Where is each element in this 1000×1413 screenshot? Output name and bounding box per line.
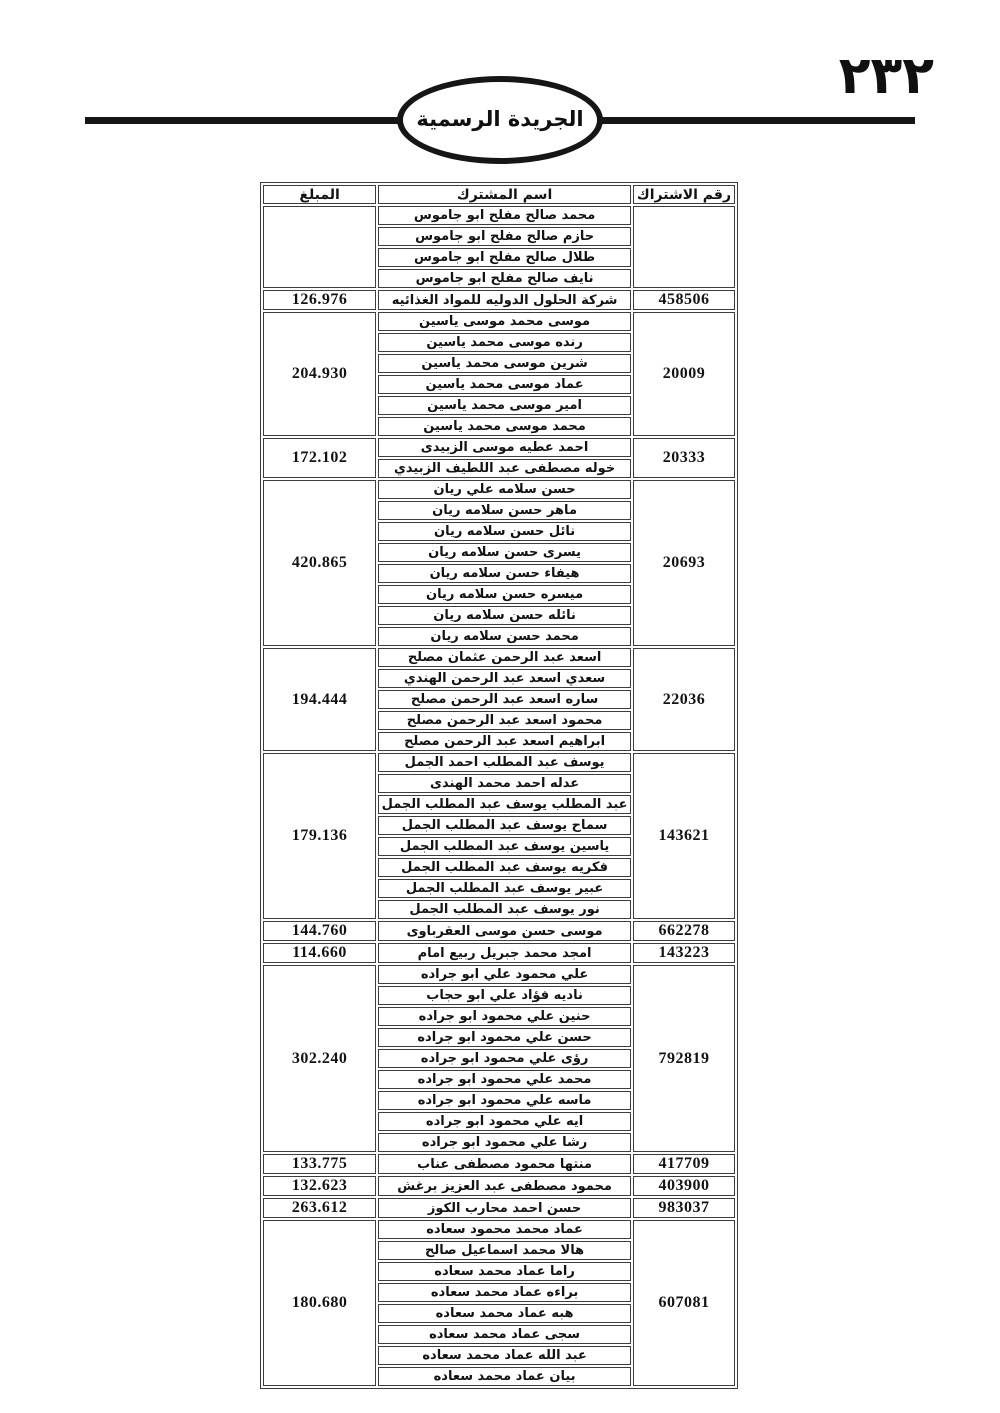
amount-cell: 302.240: [263, 965, 376, 1152]
amount-cell: 263.612: [263, 1198, 376, 1218]
subscriber-name-cell: عبد الله عماد محمد سعاده: [378, 1346, 631, 1365]
subscriber-name-cell: محمد موسى محمد ياسين: [378, 417, 631, 436]
amount-cell: 420.865: [263, 480, 376, 646]
col-header-amount: المبلغ: [263, 185, 376, 204]
subscriber-name-cell: خوله مصطفى عبد اللطيف الزبيدي: [378, 459, 631, 478]
subscriber-name-cell: اسعد عبد الرحمن عثمان مصلح: [378, 648, 631, 667]
subscription-number-cell: 22036: [633, 648, 735, 751]
subscriber-name-cell: نائله حسن سلامه ريان: [378, 606, 631, 625]
subscriber-name-cell: احمد عطيه موسى الزبيدى: [378, 438, 631, 457]
subscriber-name-cell: رؤى علي محمود ابو جراده: [378, 1049, 631, 1068]
amount-cell: 144.760: [263, 921, 376, 941]
subscriber-name-cell: يوسف عبد المطلب احمد الجمل: [378, 753, 631, 772]
subscriber-name-cell: رنده موسى محمد ياسين: [378, 333, 631, 352]
subscriber-name-cell: طلال صالح مفلح ابو جاموس: [378, 248, 631, 267]
subscriber-name-cell: حازم صالح مفلح ابو جاموس: [378, 227, 631, 246]
subscriber-name-cell: عدله احمد محمد الهندى: [378, 774, 631, 793]
amount-cell: 179.136: [263, 753, 376, 919]
subscription-number-cell: 792819: [633, 965, 735, 1152]
subscriber-name-cell: ماسه علي محمود ابو جراده: [378, 1091, 631, 1110]
subscriber-name-cell: يسرى حسن سلامه ريان: [378, 543, 631, 562]
subscriber-name-cell: هيفاء حسن سلامه ريان: [378, 564, 631, 583]
amount-cell: 172.102: [263, 438, 376, 478]
subscriber-name-cell: امجد محمد جبريل ربيع امام: [378, 943, 631, 963]
gazette-title: الجريدة الرسمية: [416, 107, 584, 131]
subscriber-name-cell: ميسره حسن سلامه ريان: [378, 585, 631, 604]
subscription-number-cell: 20009: [633, 312, 735, 436]
subscriber-name-cell: ابراهيم اسعد عبد الرحمن مصلح: [378, 732, 631, 751]
subscriber-name-cell: هالا محمد اسماعيل صالح: [378, 1241, 631, 1260]
subscriber-name-cell: موسى حسن موسى العقرباوى: [378, 921, 631, 941]
subscription-number-cell: 403900: [633, 1176, 735, 1196]
subscriber-name-cell: ساره اسعد عبد الرحمن مصلح: [378, 690, 631, 709]
table-row: [263, 753, 735, 772]
subscriber-name-cell: رشا علي محمود ابو جراده: [378, 1133, 631, 1152]
subscriber-name-cell: ماهر حسن سلامه ريان: [378, 501, 631, 520]
subscription-number-cell: 143223: [633, 943, 735, 963]
subscriber-name-cell: حسن علي محمود ابو جراده: [378, 1028, 631, 1047]
subscriber-name-cell: حسن سلامه علي ريان: [378, 480, 631, 499]
subscriber-name-cell: عماد محمد محمود سعاده: [378, 1220, 631, 1239]
amount-cell: 180.680: [263, 1220, 376, 1386]
col-header-subscription-number: رقم الاشتراك: [633, 185, 735, 204]
subscription-number-cell: 417709: [633, 1154, 735, 1174]
subscriber-name-cell: براءه عماد محمد سعاده: [378, 1283, 631, 1302]
subscriber-name-cell: شركة الحلول الدوليه للمواد الغذائيه: [378, 290, 631, 310]
subscriber-name-cell: حسن احمد محارب الكوز: [378, 1198, 631, 1218]
table-header-row: [263, 185, 735, 204]
subscriber-name-cell: علي محمود علي ابو جراده: [378, 965, 631, 984]
subscriber-name-cell: نائل حسن سلامه ريان: [378, 522, 631, 541]
amount-cell: [263, 206, 376, 288]
table-row: [263, 480, 735, 499]
subscriber-name-cell: سماح يوسف عبد المطلب الجمل: [378, 816, 631, 835]
subscriber-name-cell: موسى محمد موسى ياسين: [378, 312, 631, 331]
subscriber-name-cell: نايف صالح مفلح ابو جاموس: [378, 269, 631, 288]
table-row: [263, 965, 735, 984]
subscriber-name-cell: سعدي اسعد عبد الرحمن الهندي: [378, 669, 631, 688]
table-row: [263, 1220, 735, 1239]
col-header-subscriber-name: اسم المشترك: [378, 185, 631, 204]
subscription-number-cell: 662278: [633, 921, 735, 941]
subscription-number-cell: 20693: [633, 480, 735, 646]
subscriber-name-cell: ايه علي محمود ابو جراده: [378, 1112, 631, 1131]
subscriber-name-cell: حنين علي محمود ابو جراده: [378, 1007, 631, 1026]
table-row: [263, 943, 735, 963]
gazette-masthead-ellipse: [397, 76, 603, 164]
subscriber-name-cell: عبير يوسف عبد المطلب الجمل: [378, 879, 631, 898]
amount-cell: 132.623: [263, 1176, 376, 1196]
subscriber-name-cell: عبد المطلب يوسف عبد المطلب الجمل: [378, 795, 631, 814]
subscriber-name-cell: ناديه فؤاد علي ابو حجاب: [378, 986, 631, 1005]
table-row: [263, 312, 735, 331]
subscribers-table: [260, 182, 738, 1389]
subscriber-name-cell: محمود مصطفى عبد العزيز برغش: [378, 1176, 631, 1196]
subscriber-name-cell: سجى عماد محمد سعاده: [378, 1325, 631, 1344]
subscription-number-cell: 20333: [633, 438, 735, 478]
subscriber-name-cell: هبه عماد محمد سعاده: [378, 1304, 631, 1323]
table-row: [263, 206, 735, 225]
table-row: [263, 290, 735, 310]
subscription-number-cell: 607081: [633, 1220, 735, 1386]
subscription-number-cell: 983037: [633, 1198, 735, 1218]
amount-cell: 114.660: [263, 943, 376, 963]
amount-cell: 133.775: [263, 1154, 376, 1174]
table-row: [263, 1198, 735, 1218]
subscriber-name-cell: محمد صالح مفلح ابو جاموس: [378, 206, 631, 225]
subscription-number-cell: 143621: [633, 753, 735, 919]
subscriber-name-cell: نور يوسف عبد المطلب الجمل: [378, 900, 631, 919]
subscriber-name-cell: فكريه يوسف عبد المطلب الجمل: [378, 858, 631, 877]
subscriber-name-cell: محمد حسن سلامه ريان: [378, 627, 631, 646]
table-row: [263, 921, 735, 941]
table-row: [263, 648, 735, 667]
subscriber-name-cell: راما عماد محمد سعاده: [378, 1262, 631, 1281]
subscriber-name-cell: محمود اسعد عبد الرحمن مصلح: [378, 711, 631, 730]
subscriber-name-cell: منتها محمود مصطفى عناب: [378, 1154, 631, 1174]
amount-cell: 204.930: [263, 312, 376, 436]
table-row: [263, 1176, 735, 1196]
subscriber-name-cell: شرين موسى محمد ياسين: [378, 354, 631, 373]
subscriber-name-cell: ياسين يوسف عبد المطلب الجمل: [378, 837, 631, 856]
amount-cell: 194.444: [263, 648, 376, 751]
amount-cell: 126.976: [263, 290, 376, 310]
subscription-number-cell: 458506: [633, 290, 735, 310]
table-row: [263, 1154, 735, 1174]
subscription-number-cell: [633, 206, 735, 288]
subscriber-name-cell: امير موسى محمد ياسين: [378, 396, 631, 415]
subscriber-name-cell: بيان عماد محمد سعاده: [378, 1367, 631, 1386]
subscriber-name-cell: عماد موسى محمد ياسين: [378, 375, 631, 394]
page-number: ٢٣٢: [838, 46, 934, 106]
subscriber-name-cell: محمد علي محمود ابو جراده: [378, 1070, 631, 1089]
table-row: [263, 438, 735, 457]
